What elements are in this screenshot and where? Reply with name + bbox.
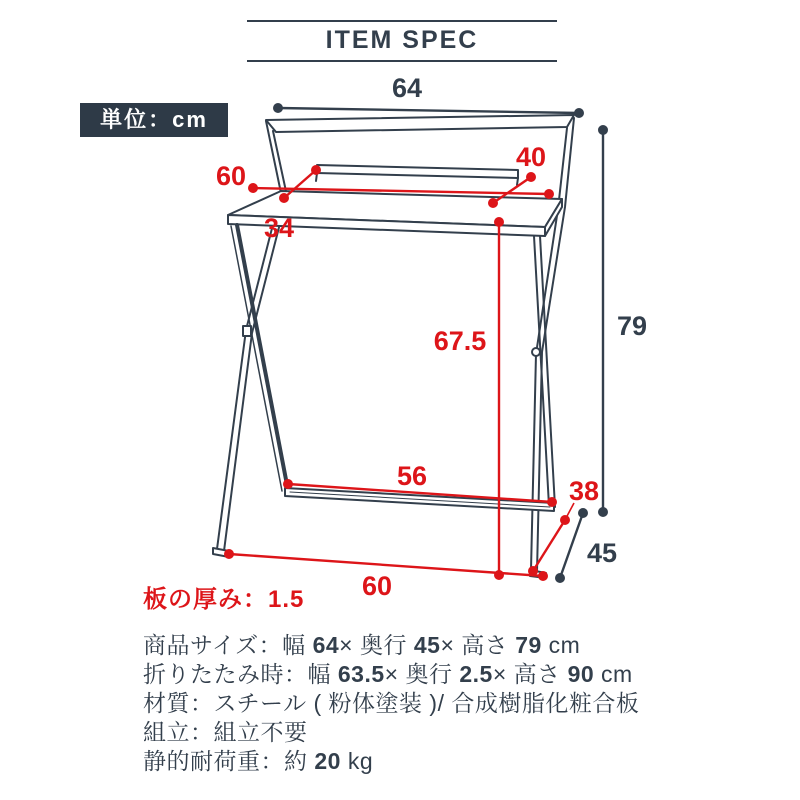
unit-badge: 単位：cm — [80, 103, 228, 137]
dimension-inner-height-67-5 — [434, 217, 504, 580]
dimension-label: 40 — [515, 142, 547, 172]
dimension-annotations — [216, 73, 647, 601]
spec-line: 組立：組立不要 — [143, 719, 308, 745]
right-hinge — [532, 348, 540, 356]
front-right-leg — [534, 236, 555, 507]
page-title: ITEM SPEC — [247, 20, 557, 62]
dimension-label: 45 — [586, 538, 618, 568]
dimension-top-width-64 — [273, 73, 584, 118]
dimension-label: 67.5 — [433, 326, 487, 356]
desktop-stopper-bar — [316, 165, 518, 185]
spec-line: 商品サイズ：幅 64× 奥行 45× 高さ 79 cm — [143, 632, 581, 658]
front-left-leg — [231, 225, 288, 491]
spec-line: 折りたたみ時：幅 63.5× 奥行 2.5× 高さ 90 cm — [143, 661, 633, 687]
dimension-label: 79 — [616, 311, 648, 341]
dimension-label: 56 — [396, 461, 428, 491]
left-hinge — [243, 326, 251, 336]
dimension-label: 60 — [215, 161, 247, 191]
dimension-label: 64 — [391, 73, 423, 103]
thickness-note: 板の厚み：1.5 — [143, 586, 305, 613]
dimension-label: 38 — [568, 476, 600, 506]
spec-line: 材質：スチール ( 粉体塗装 )/ 合成樹脂化粧合板 — [143, 690, 640, 716]
dimension-label: 60 — [361, 571, 393, 601]
dimension-total-height-79 — [598, 125, 647, 517]
dimension-label: 34 — [263, 213, 295, 243]
rear-frame-top-bar — [266, 115, 574, 132]
spec-list — [143, 631, 743, 776]
spec-line: 静的耐荷重：約 20 kg — [143, 748, 374, 774]
